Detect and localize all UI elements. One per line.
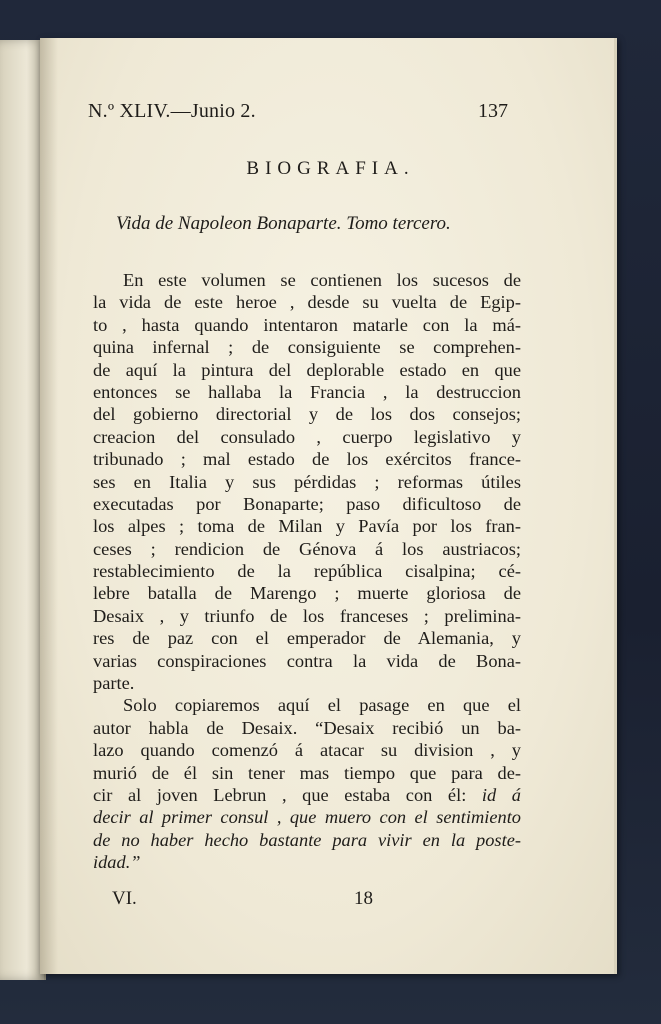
quote-italic-part: id á <box>481 784 521 805</box>
body-line: quina infernal ; de consiguiente se comprehen- <box>93 337 521 358</box>
quote-para-line: autor habla de Desaix. “Desaix recibió un ba- <box>93 717 521 738</box>
quote-para-line: murió de él sin tener mas tiempo que para de- <box>93 762 521 783</box>
page-number: 137 <box>478 100 508 122</box>
quote-italic-line: idad.” <box>93 852 141 873</box>
quote-roman-part: cir al joven Lebrun , que estaba con él: <box>93 784 482 805</box>
body-line: ceses ; rendicion de Génova á los austriacos; <box>93 538 521 559</box>
body-line: de aquí la pintura del deplorable estado en que <box>93 359 521 380</box>
quote-italic-line: de no haber hecho bastante para vivir en la poste- <box>93 829 521 850</box>
quote-para-line <box>93 784 521 806</box>
body-line: entonces se hallaba la Francia , la destruccion <box>93 381 521 402</box>
body-line: parte. <box>93 673 135 694</box>
body-line: restablecimiento de la república cisalpina; cé- <box>93 561 521 582</box>
quote-para-line: lazo quando comenzó á atacar su division , y <box>93 740 521 761</box>
issue-date-header: N.º XLIV.—Junio 2. <box>88 100 256 122</box>
body-line: lebre batalla de Marengo ; muerte gloriosa de <box>93 583 521 604</box>
body-line: creacion del consulado , cuerpo legislativo y <box>93 426 521 447</box>
article-subtitle: Vida de Napoleon Bonaparte. Tomo tercero. <box>116 213 451 234</box>
body-line: Desaix , y triunfo de los franceses ; prelimina- <box>93 605 521 626</box>
body-line: la vida de este heroe , desde su vuelta de Egip- <box>93 292 521 313</box>
signature-mark: VI. <box>112 888 137 909</box>
body-line: executadas por Bonaparte; paso dificultoso de <box>93 493 521 514</box>
signature-number: 18 <box>354 888 373 909</box>
body-line: ses en Italia y sus pérdidas ; reformas útiles <box>93 471 521 492</box>
body-line: res de paz con el emperador de Alemania, y <box>93 628 521 649</box>
running-header <box>88 100 508 130</box>
quote-para-line: Solo copiaremos aquí el pasage en que el <box>123 695 521 716</box>
body-line: to , hasta quando intentaron matarle con la má- <box>93 314 521 335</box>
section-title: BIOGRAFIA. <box>246 158 415 179</box>
body-line: del gobierno directorial y de los dos consejos; <box>93 404 521 425</box>
body-line: varias conspiraciones contra la vida de Bona- <box>93 650 521 671</box>
quote-italic-line: decir al primer consul , que muero con el sentimiento <box>93 807 521 828</box>
article-body <box>93 269 521 874</box>
body-line: En este volumen se contienen los sucesos de <box>123 270 521 290</box>
body-line: tribunado ; mal estado de los exércitos france- <box>93 449 521 470</box>
body-line: los alpes ; toma de Milan y Pavía por los fran- <box>93 516 521 537</box>
